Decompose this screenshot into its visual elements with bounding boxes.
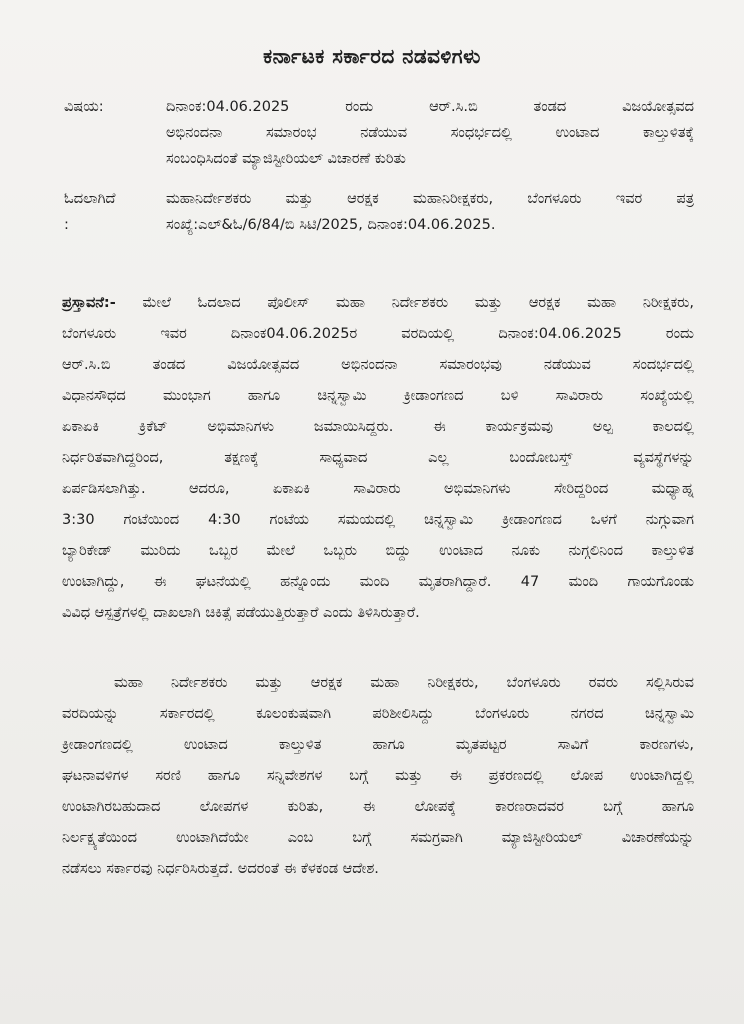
paragraph-line: ಉಂಟಾಗಿದ್ದು, ಈ ಘಟನೆಯಲ್ಲಿ ಹನ್ನೊಂದು ಮಂದಿ ಮೃತರಾಗಿದ್ದಾರೆ. 47 ಮಂದಿ ಗಾಯಗೊಂಡು bbox=[62, 574, 694, 590]
paragraph-line: ಕ್ರೀಡಾಂಗಣದಲ್ಲಿ ಉಂಟಾದ ಕಾಲ್ತುಳಿತ ಹಾಗೂ ಮೃತಪಟ್ಟರ ಸಾವಿಗೆ ಕಾರಣಗಳು, bbox=[62, 737, 694, 753]
paragraph-line: ವಿಧಾನಸೌಧದ ಮುಂಭಾಗ ಹಾಗೂ ಚಿನ್ನಸ್ವಾಮಿ ಕ್ರೀಡಾಂಗಣದ ಬಳಿ ಸಾವಿರಾರು ಸಂಖ್ಯೆಯಲ್ಲಿ bbox=[62, 388, 694, 404]
paragraph-line: ಬ್ಯಾರಿಕೇಡ್ ಮುರಿದು ಒಬ್ಬರ ಮೇಲೆ ಒಬ್ಬರು ಬಿದ್ದು ಉಂಟಾದ ನೂಕು ನುಗ್ಗಲಿನಿಂದ ಕಾಲ್ತುಳಿತ bbox=[62, 543, 694, 559]
paragraph-line: ನಿರ್ಲಕ್ಷ್ಯತೆಯಿಂದ ಉಂಟಾಗಿದೆಯೇ ಎಂಬ ಬಗ್ಗೆ ಸಮಗ್ರವಾಗಿ ಮ್ಯಾಜಿಸ್ಟೀರಿಯಲ್ ವಿಚಾರಣೆಯನ್ನು bbox=[62, 830, 694, 846]
reference-text bbox=[166, 186, 694, 238]
preamble-paragraph bbox=[62, 288, 694, 629]
paragraph-line: ಬೆಂಗಳೂರು ಇವರ ದಿನಾಂಕ04.06.2025ರ ವರದಿಯಲ್ಲಿ ದಿನಾಂಕ:04.06.2025 ರಂದು bbox=[62, 326, 694, 342]
paragraph-line: ಆರ್.ಸಿ.ಬಿ ತಂಡದ ವಿಜಯೋತ್ಸವದ ಅಭಿನಂದನಾ ಸಮಾರಂಭವು ನಡೆಯುವ ಸಂದರ್ಭದಲ್ಲಿ bbox=[62, 357, 694, 373]
paragraph-line: ಮಹಾ ನಿರ್ದೇಶಕರು ಮತ್ತು ಆರಕ್ಷಕ ಮಹಾ ನಿರೀಕ್ಷಕರು, ಬೆಂಗಳೂರು ರವರು ಸಲ್ಲಿಸಿರುವ bbox=[114, 675, 694, 691]
paragraph-line: ನಿರ್ಧರಿತವಾಗಿದ್ದರಿಂದ, ತಕ್ಷಣಕ್ಕೆ ಸಾಧ್ಯವಾದ ಎಲ್ಲ ಬಂದೋಬಸ್ತ್ ವ್ಯವಸ್ಥೆಗಳನ್ನು bbox=[62, 450, 694, 466]
reference-label bbox=[64, 186, 160, 238]
reference-section bbox=[64, 186, 704, 246]
paragraph-line: ಏರ್ಪಡಿಸಲಾಗಿತ್ತು. ಆದರೂ, ಏಕಾಏಕಿ ಸಾವಿರಾರು ಅಭಿಮಾನಿಗಳು ಸೇರಿದ್ದರಿಂದ ಮಧ್ಯಾಹ್ನ bbox=[62, 481, 694, 497]
decision-paragraph bbox=[62, 668, 694, 885]
paragraph-line bbox=[62, 288, 694, 319]
reference-line: ಮಹಾನಿರ್ದೇಶಕರು ಮತ್ತು ಆರಕ್ಷಕ ಮಹಾನಿರೀಕ್ಷಕರು, ಬೆಂಗಳೂರು ಇವರ ಪತ್ರ bbox=[166, 191, 694, 207]
subject-line: ಅಭಿನಂದನಾ ಸಮಾರಂಭ ನಡೆಯುವ ಸಂಧರ್ಭದಲ್ಲಿ ಉಂಟಾದ ಕಾಲ್ತುಳಿತಕ್ಕೆ bbox=[166, 125, 694, 141]
document-title: ಕರ್ನಾಟಕ ಸರ್ಕಾರದ ನಡವಳಿಗಳು bbox=[263, 44, 481, 68]
paragraph-line: 3:30 ಗಂಟೆಯಿಂದ 4:30 ಗಂಟೆಯ ಸಮಯದಲ್ಲಿ ಚಿನ್ನಸ್ವಾಮಿ ಕ್ರೀಡಾಂಗಣದ ಒಳಗೆ ನುಗ್ಗುವಾಗ bbox=[62, 512, 694, 528]
paragraph-line: ಏಕಾಏಕಿ ಕ್ರಿಕೆಟ್ ಅಭಿಮಾನಿಗಳು ಜಮಾಯಿಸಿದ್ದರು. ಈ ಕಾರ್ಯಕ್ರಮವು ಅಲ್ಪ ಕಾಲದಲ್ಲಿ bbox=[62, 419, 694, 435]
paragraph-line: ನಡೆಸಲು ಸರ್ಕಾರವು ನಿರ್ಧರಿಸಿರುತ್ತದೆ. ಅದರಂತೆ ಈ ಕೆಳಕಂಡ ಆದೇಶ. bbox=[62, 861, 379, 877]
preamble-line-text: ಮೇಲೆ ಓದಲಾದ ಪೊಲೀಸ್ ಮಹಾ ನಿರ್ದೇಶಕರು ಮತ್ತು ಆರಕ್ಷಕ ಮಹಾ ನಿರೀಕ್ಷಕರು, bbox=[115, 295, 694, 311]
subject-text bbox=[166, 94, 694, 172]
paragraph-line: ಘಟನಾವಳಿಗಳ ಸರಣಿ ಹಾಗೂ ಸನ್ನಿವೇಶಗಳ ಬಗ್ಗೆ ಮತ್ತು ಈ ಪ್ರಕರಣದಲ್ಲಿ ಲೋಪ ಉಂಟಾಗಿದ್ದಲ್ಲಿ bbox=[62, 768, 694, 784]
reference-label-text: ಓದಲಾಗಿದೆ bbox=[64, 191, 116, 207]
subject-label: ವಿಷಯ: bbox=[64, 99, 104, 115]
reference-line: ಸಂಖ್ಯೆ:ಎಲ್&ಓ/6/84/ಬಿ ಸಿಟಿ/2025, ದಿನಾಂಕ:04.06.2025. bbox=[166, 217, 496, 233]
preamble-heading: ಪ್ರಸ್ತಾವನೆ:- bbox=[62, 295, 116, 311]
subject-line: ಸಂಬಂಧಿಸಿದಂತೆ ಮ್ಯಾಜಿಸ್ಟೀರಿಯಲ್ ವಿಚಾರಣೆ ಕುರಿತು bbox=[166, 151, 406, 167]
subject-section bbox=[64, 94, 704, 178]
reference-label-colon: : bbox=[64, 217, 69, 233]
paragraph-line: ಉಂಟಾಗಿರಬಹುದಾದ ಲೋಪಗಳ ಕುರಿತು, ಈ ಲೋಪಕ್ಕೆ ಕಾರಣರಾದವರ ಬಗ್ಗೆ ಹಾಗೂ bbox=[62, 799, 694, 815]
paragraph-line: ವರದಿಯನ್ನು ಸರ್ಕಾರದಲ್ಲಿ ಕೂಲಂಕುಷವಾಗಿ ಪರಿಶೀಲಿಸಿದ್ದು ಬೆಂಗಳೂರು ನಗರದ ಚಿನ್ನಸ್ವಾಮಿ bbox=[62, 706, 694, 722]
paragraph-line: ವಿವಿಧ ಆಸ್ಪತ್ರೆಗಳಲ್ಲಿ ದಾಖಲಾಗಿ ಚಿಕಿತ್ಸೆ ಪಡೆಯುತ್ತಿರುತ್ತಾರೆ ಎಂದು ತಿಳಿಸಿರುತ್ತಾರೆ. bbox=[62, 605, 420, 621]
subject-line: ದಿನಾಂಕ:04.06.2025 ರಂದು ಆರ್.ಸಿ.ಬಿ ತಂಡದ ವಿಜಯೋತ್ಸವದ bbox=[166, 99, 694, 115]
